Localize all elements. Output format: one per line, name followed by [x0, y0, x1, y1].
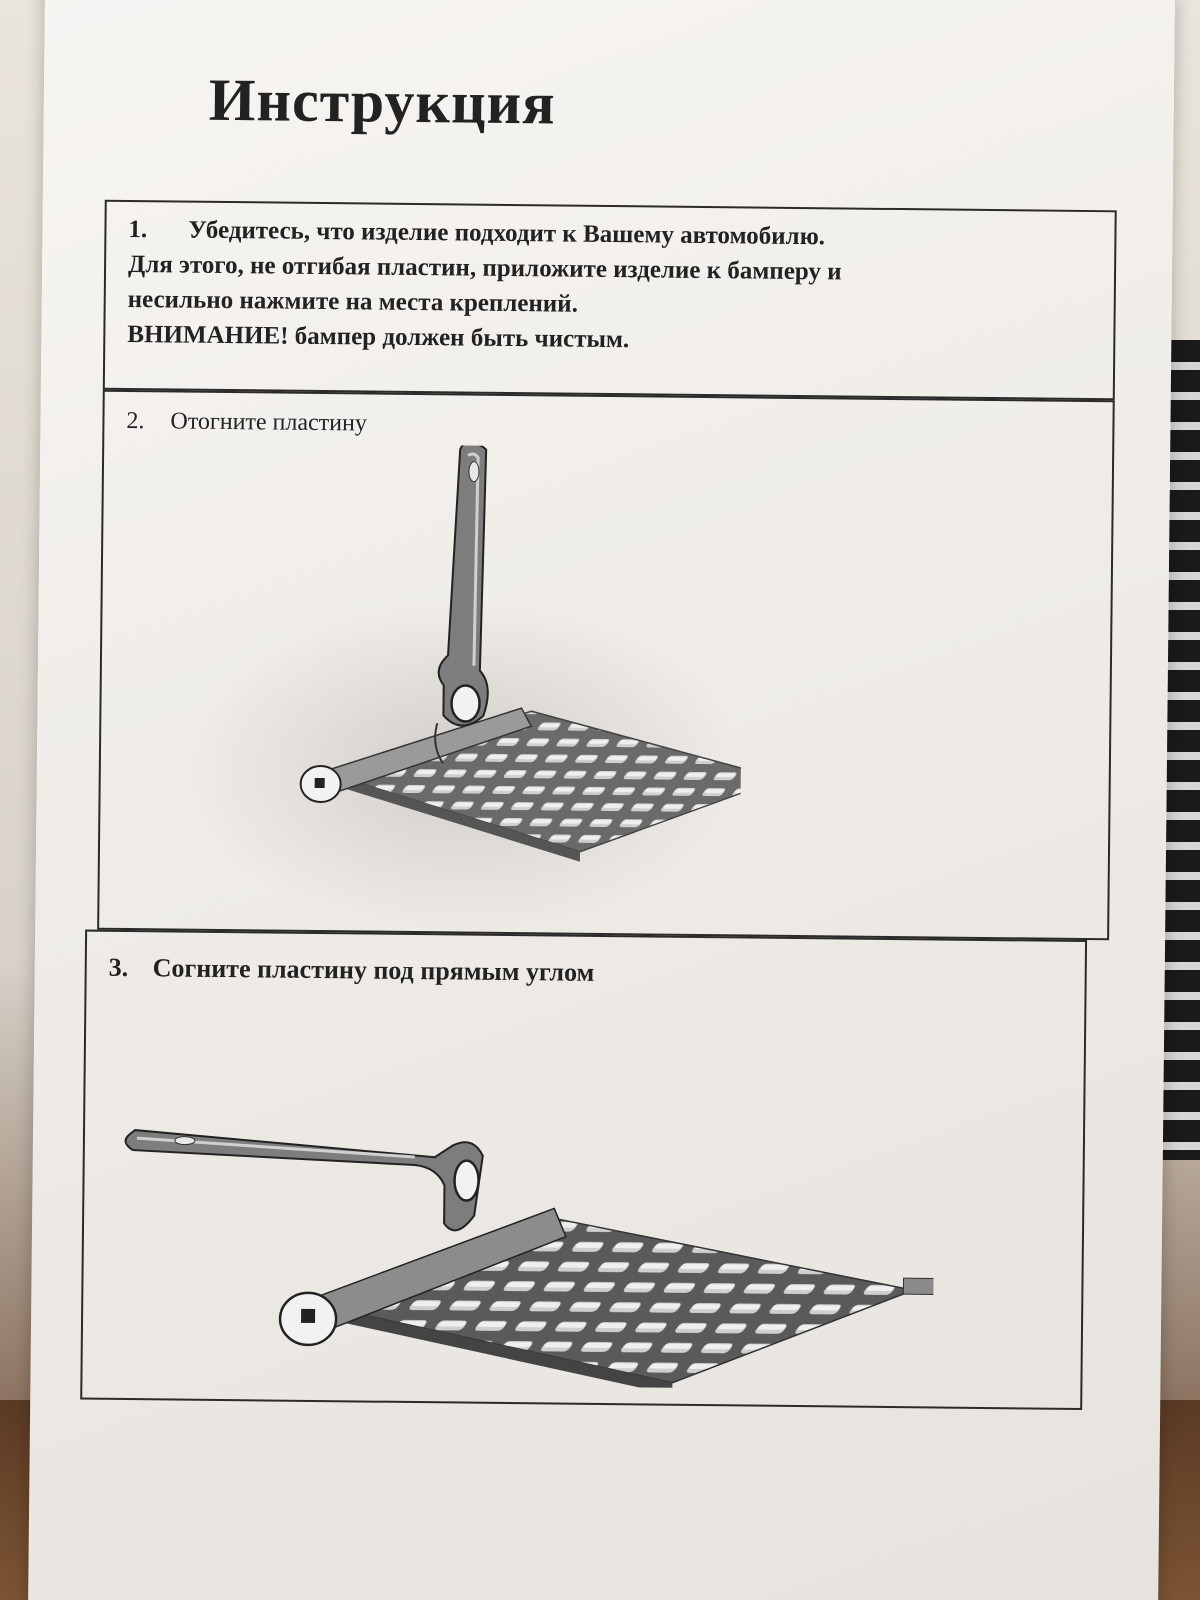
step-3-number: 3.: [108, 952, 129, 983]
step-1-line-2: Для этого, не отгибая пластин, приложите изделие к бамперу и: [127, 250, 842, 286]
step-3-heading: [109, 950, 595, 990]
step-2-box: [97, 390, 1115, 941]
step-1-box: [103, 200, 1117, 401]
step-1-text: [127, 212, 1088, 362]
step-3-box: [80, 930, 1087, 1410]
step-1-number: 1.: [128, 215, 148, 244]
step-3-label: Согните пластину под прямым углом: [152, 953, 595, 987]
step-2-number: 2.: [126, 407, 145, 435]
instruction-sheet: [28, 0, 1175, 1600]
mesh-with-bent-plate-icon: [112, 1092, 935, 1391]
step-1-line-4: ВНИМАНИЕ! бампер должен быть чистым.: [127, 320, 630, 354]
document-title: Инструкция: [208, 66, 556, 137]
step-1-line-1: Убедитесь, что изделие подходит к Вашему автомобилю.: [188, 216, 826, 251]
step-2-heading: [126, 404, 367, 442]
mesh-with-upright-plate-icon: [220, 443, 744, 868]
step-2-label: Отогните пластину: [170, 408, 368, 437]
step-1-line-3: несильно нажмите на места креплений.: [127, 285, 579, 318]
